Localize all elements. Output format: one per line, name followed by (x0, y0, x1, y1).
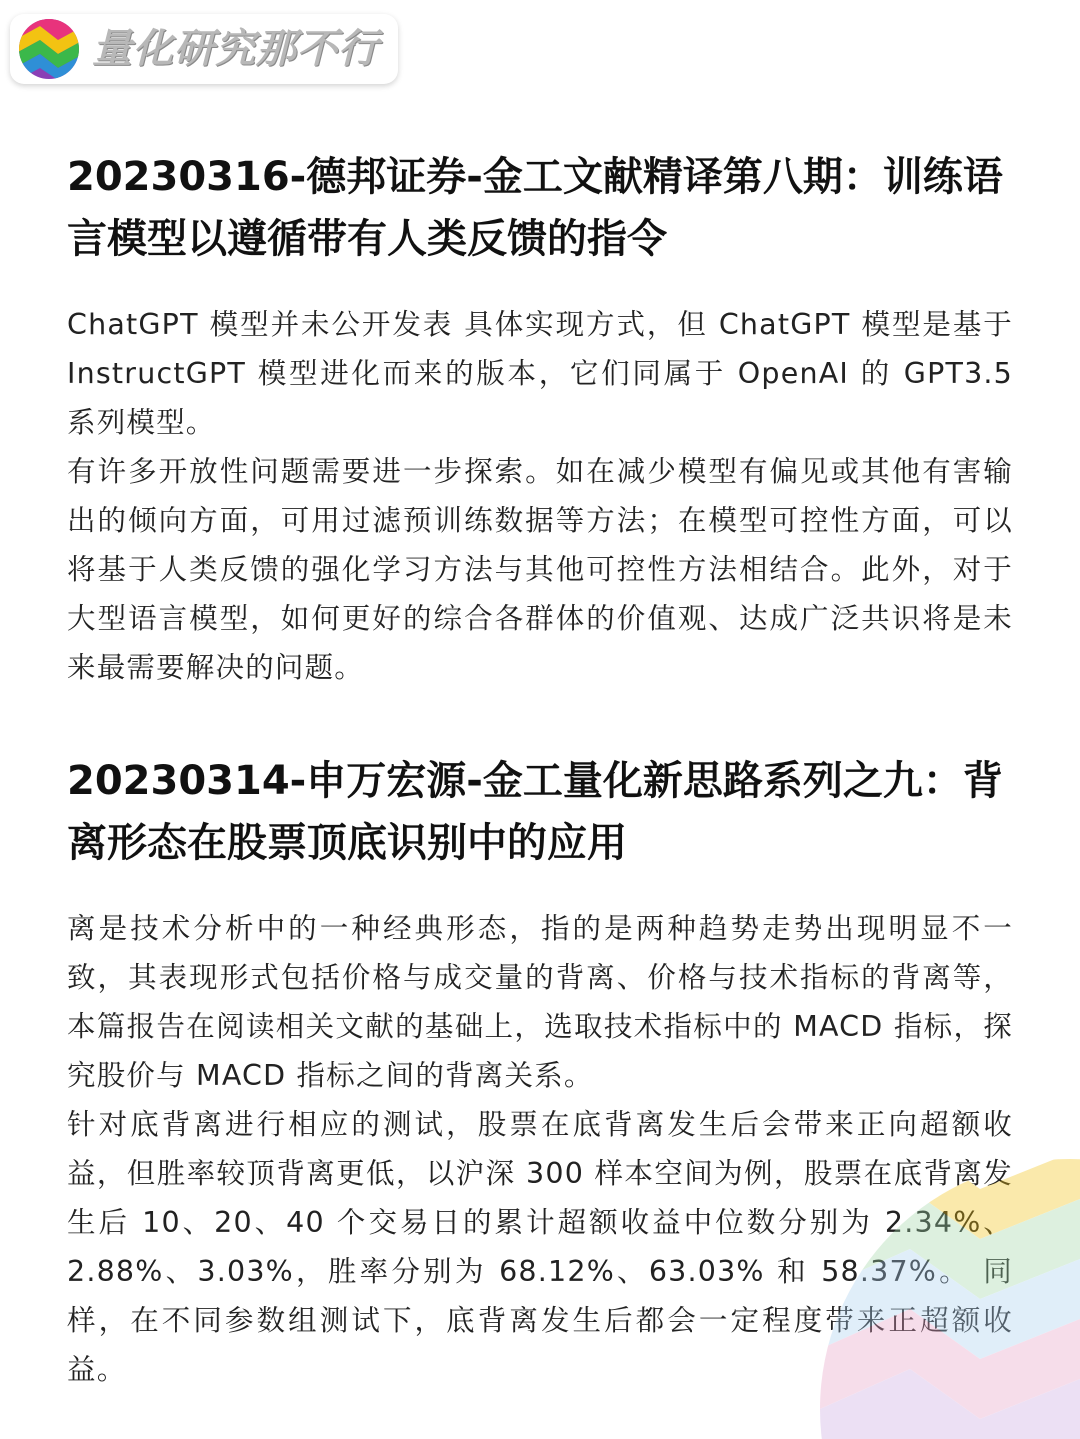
section-title: 20230314-申万宏源-金工量化新思路系列之九：背离形态在股票顶底识别中的应用 (67, 758, 1003, 866)
paragraph: 有许多开放性问题需要进一步探索。如在减少模型有偏见或其他有害输出的倾向方面，可用过滤预训练数据等方法；在模型可控性方面，可以将基于人类反馈的强化学习方法与其他可控性方法相结合。此外，对于大型语言模型，如何更好的综合各群体的价值观、达成广泛共识将是未来最需要解决的问题。 (67, 455, 1013, 684)
brand-name: 量化研究那不行 (92, 26, 379, 72)
paragraph: 离是技术分析中的一种经典形态，指的是两种趋势走势出现明显不一致，其表现形式包括价格与成交量的背离、价格与技术指标的背离等，本篇报告在阅读相关文献的基础上，选取技术指标中的 MACD 指标，探究股价与 MACD 指标之间的背离关系。 (67, 912, 1013, 1092)
colorful-stripes-logo-icon (18, 18, 80, 80)
paragraph: 针对底背离进行相应的测试，股票在底背离发生后会带来正向超额收益，但胜率较顶背离更低，以沪深 300 样本空间为例，股票在底背离发生后 10、20、40 个交易日的累计超额收益中位数分别为 2.34%、2.88%、3.03%，胜率分别为 68.12%、63.03% 和 58.37%。 同样，在不同参数组测试下，底背离发生后都会一定程度带来正超额收益。 (67, 1108, 1013, 1386)
article-section (67, 146, 1013, 692)
section-title: 20230316-德邦证券-金工文献精译第八期：训练语言模型以遵循带有人类反馈的指令 (67, 154, 1003, 262)
brand-badge (10, 14, 398, 84)
paragraph: ChatGPT 模型并未公开发表 具体实现方式，但 ChatGPT 模型是基于 InstructGPT 模型进化而来的版本，它们同属于 OpenAI 的 GPT3.5 系列模型。 (67, 308, 1013, 439)
section-body (67, 300, 1013, 692)
pastel-stripes-watermark-icon (820, 1139, 1080, 1439)
